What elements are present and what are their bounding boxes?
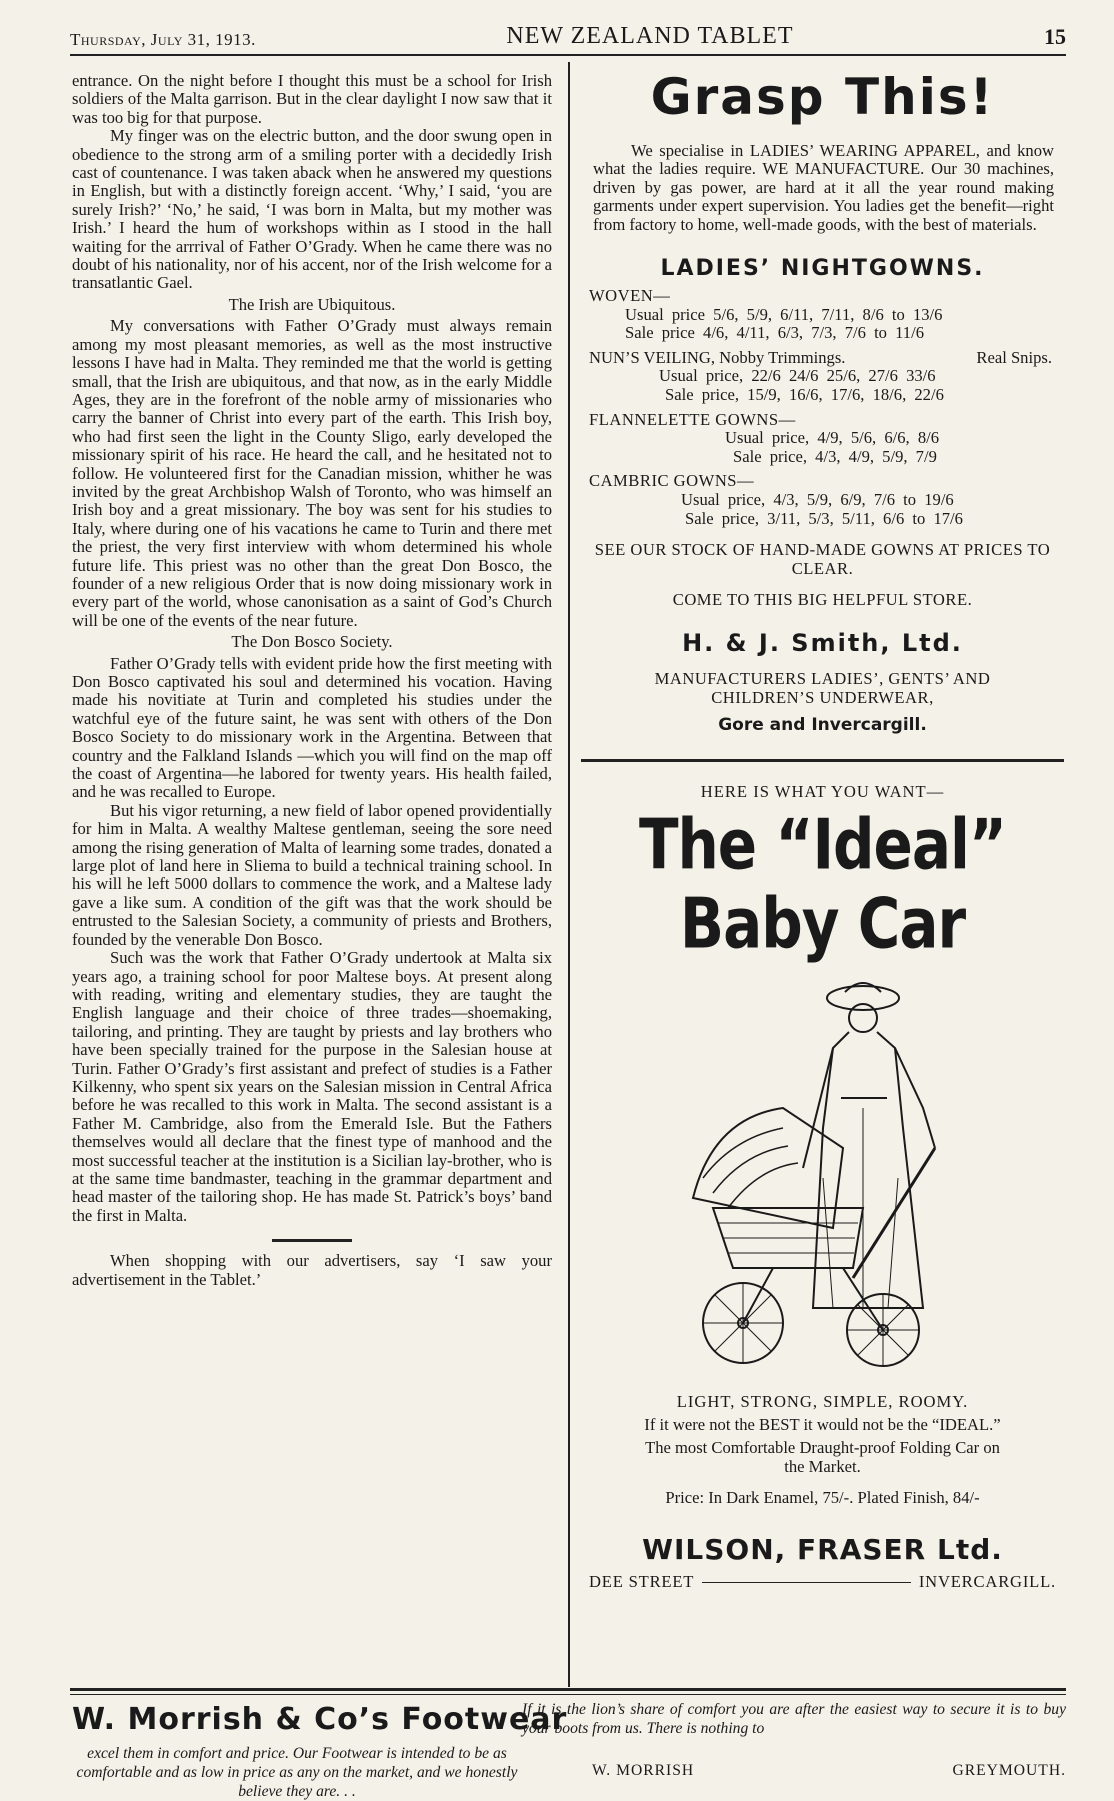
street: DEE STREET — [589, 1572, 695, 1592]
category-note: Real Snips. — [976, 347, 1052, 367]
baby-car-illustration — [673, 978, 973, 1378]
ad-signature — [592, 1762, 1066, 1780]
header-title: NEW ZEALAND TABLET — [506, 23, 794, 49]
usual-price: Usual price, 4/9, 5/6, 6/6, 8/6 — [725, 428, 940, 448]
sale-price: Sale price, 15/9, 16/6, 17/6, 18/6, 22/6 — [665, 385, 944, 404]
town: INVERCARGILL. — [918, 1572, 1056, 1592]
category-label: CAMBRIC GOWNS— — [589, 471, 755, 491]
usual-price: Usual price, 22/6 24/6 25/6, 27/6 33/6 — [659, 366, 936, 386]
company-name: WILSON, FRASER Ltd. — [642, 1533, 1003, 1567]
advertisement-column — [585, 62, 1060, 1688]
store-line: COME TO THIS BIG HELPFUL STORE. — [672, 590, 973, 610]
ad-kicker: HERE IS WHAT YOU WANT— — [700, 782, 945, 802]
advertiser-tagline: When shopping with our advertisers, say ‘I saw your advertisement in the Tablet.’ — [72, 1251, 552, 1289]
usual-price: Usual price, 4/3, 5/9, 6/9, 7/6 to 19/6 — [681, 489, 954, 509]
category-row — [589, 349, 1060, 368]
sale-price: Sale price, 4/3, 4/9, 5/9, 7/9 — [733, 446, 937, 466]
ad-headline: The “Ideal” Baby Car — [638, 803, 1007, 965]
category-label: NUN’S VEILING, Nobby Trimmings. — [589, 347, 846, 367]
article-paragraph: Father O’Grady tells with evident pride how the first meeting with Don Bosco captivated his soul and determined his vocation. Having made his novitiate at Turin and completed his studies under the watchful eye of the future saint, he was sent with others of the Don Bosco Society to do missionary work in the Argentina. Between that country and the Falkland Islands —which you will find on the map off the coast of Argentina—he labored for twenty years. His health failed, and he was recalled to Europe. — [72, 653, 552, 802]
morrish-advertisement — [72, 1698, 1066, 1800]
divider — [272, 1239, 352, 1242]
category-label: FLANNELETTE GOWNS— — [589, 409, 796, 429]
header-date: Thursday, July 31, 1913. — [70, 30, 256, 49]
article-paragraph: My finger was on the electric button, and the door swung open in obedience to the strong arm of a smiling porter with a decidedly Irish cast of countenance. I was taken aback when he answered my questions in English, but with a distinctly foreign accent. ‘Why,’ I said, ‘you are surely Irish?’ ‘No,’ he said, ‘I was born in Malta, but my mother was Irish.’ I heard the hum of workshops within as I stood in the hall waiting for the arrrival of Father O’Grady. When he came there was no doubt of his nationality, nor of his accent, nor of the Irish welcome for a transatlantic Gael. — [72, 126, 552, 293]
article-subheading: The Irish are Ubiquitous. — [228, 294, 396, 314]
sale-price: Sale price 4/6, 4/11, 6/3, 7/3, 7/6 to 11/6 — [625, 323, 925, 343]
signature-town: GREYMOUTH. — [952, 1762, 1066, 1779]
ad-intro: We specialise in LADIES’ WEARING APPAREL, and know what the ladies require. WE MANUFACTURE. Our 30 machines, driven by gas power, are hard at it all the year round making garments under expert supervision. You ladies get the benefit—right from factory to home, well-made goods, with the best of materials. — [593, 141, 1054, 234]
footer-rule-thin — [70, 1694, 1066, 1695]
footer-rule — [70, 1688, 1066, 1691]
article-paragraph: entrance. On the night before I thought this must be a school for Irish soldiers of the Malta garrison. But in the clear daylight I now saw that it was too big for that purpose. — [72, 72, 552, 127]
sale-price: Sale price, 3/11, 5/3, 5/11, 6/6 to 17/6 — [685, 508, 963, 528]
column-divider — [568, 62, 570, 1687]
page-number: 15 — [1044, 24, 1066, 49]
stock-line: SEE OUR STOCK OF HAND-MADE GOWNS AT PRICES TO CLEAR. — [594, 540, 1051, 579]
ad-headline: Grasp This! — [650, 68, 995, 126]
address-dash — [702, 1582, 911, 1583]
usual-price: Usual price 5/6, 5/9, 6/11, 7/11, 8/6 to 13/6 — [625, 304, 943, 324]
ad-text-left: excel them in comfort and price. Our Footwear is intended to be as comfortable and as low in price as any on the market, and we honestly believe they are. . . — [76, 1745, 518, 1800]
article-subheading: The Don Bosco Society. — [231, 632, 393, 652]
section-title: LADIES’ NIGHTGOWNS. — [660, 256, 985, 282]
article-paragraph: Such was the work that Father O’Grady undertook at Malta six years ago, a training school for poor Maltese boys. At present along with reading, writing and elementary studies, they are taught the English language and their choice of three trades—shoemaking, tailoring, and printing. They are taught by priests and lay brothers who have been specially trained for the purpose in the Salesian house at Turin. Father O’Grady’s first assistant and prefect of studies is a Father Kilkenny, who spent six years on the Salesian mission in Central Africa before he was recalled to this work in Malta. The second assistant is a Father M. Cambridge, also from the Emerald Isle. But the Fathers themselves would all declare that the finest type of manhood and the most successful teacher at the institution is a Sicilian lay-brother, who is at the same time bandmaster, teaching in the grammar department and head master of the tailoring shop. He has made St. Patrick’s boys’ band the first in Malta. — [72, 948, 552, 1225]
ad-text-right: If it is the lion’s share of comfort you are after the easiest way to secure it is to buy your boots from us. There is nothing to — [522, 1701, 1066, 1737]
price-list — [589, 287, 1060, 528]
comfort-line: The most Comfortable Draught-proof Folding Car on the Market. — [645, 1438, 1000, 1477]
company-address — [589, 1572, 1056, 1592]
page-header — [70, 18, 1066, 56]
smith-advertisement — [585, 68, 1060, 735]
article-paragraph: My conversations with Father O’Grady must always remain among my most pleasant memories, as well as the most instructive lessons I have had in Malta. They reminded me that the world is getting small, that the Irish are ubiquitous, and that now, as in the early Middle Ages, they are in the forefront of the noble army of missionaries who carry the banner of Christ into every part of the earth. This Irish boy, who had first seen the light in the County Sligo, early developed the missionary spirit of his race. He heard the call, and he hesitated not to follow. He volunteered first for the Canadian mission, whither he was invited by the great Archbishop Walsh of Toronto, who was himself an Irish boy and a great missionary. The boy was sent for his studies to Italy, where during one of his vacations he came to Turin and there met the priest, the very first interview with whom determined his whole future life. This priest was no other than the great Don Bosco, the founder of a new religious Order that is now doing missionary work in every part of the world, whose canonisation as a saint of God’s Church will be one of the events of the near future. — [72, 316, 552, 630]
price-line: Price: In Dark Enamel, 75/-. Plated Finish, 84/- — [665, 1488, 980, 1508]
company-name: H. & J. Smith, Ltd. — [682, 629, 963, 658]
wilson-advertisement — [585, 782, 1060, 1592]
category-label: WOVEN— — [589, 286, 671, 306]
company-locations: Gore and Invercargill. — [718, 715, 927, 736]
features-line: LIGHT, STRONG, SIMPLE, ROOMY. — [676, 1392, 969, 1412]
best-line: If it were not the BEST it would not be the “IDEAL.” — [644, 1415, 1001, 1435]
article-column — [72, 72, 552, 1684]
article-paragraph: But his vigor returning, a new field of labor opened providentially for him in Malta. A wealthy Maltese gentleman, seeing the sore need among the rising generation of Malta of learning some trades, donated a large plot of land here in Sliema to build a technical training school. In his will he left 5000 dollars to commence the work, and a Maltese lady gave a like sum. A condition of the gift was that the work should be entrusted to the Salesian Society, a community of priests and Brothers, founded by the venerable Don Bosco. — [72, 800, 552, 949]
signature-name: W. MORRISH — [592, 1762, 695, 1779]
divider — [581, 759, 1064, 762]
manufacturers-line: MANUFACTURERS LADIES’, GENTS’ AND CHILDREN’S UNDERWEAR, — [654, 669, 991, 708]
ad-headline: W. Morrish & Co’s Footwear — [72, 1702, 568, 1737]
